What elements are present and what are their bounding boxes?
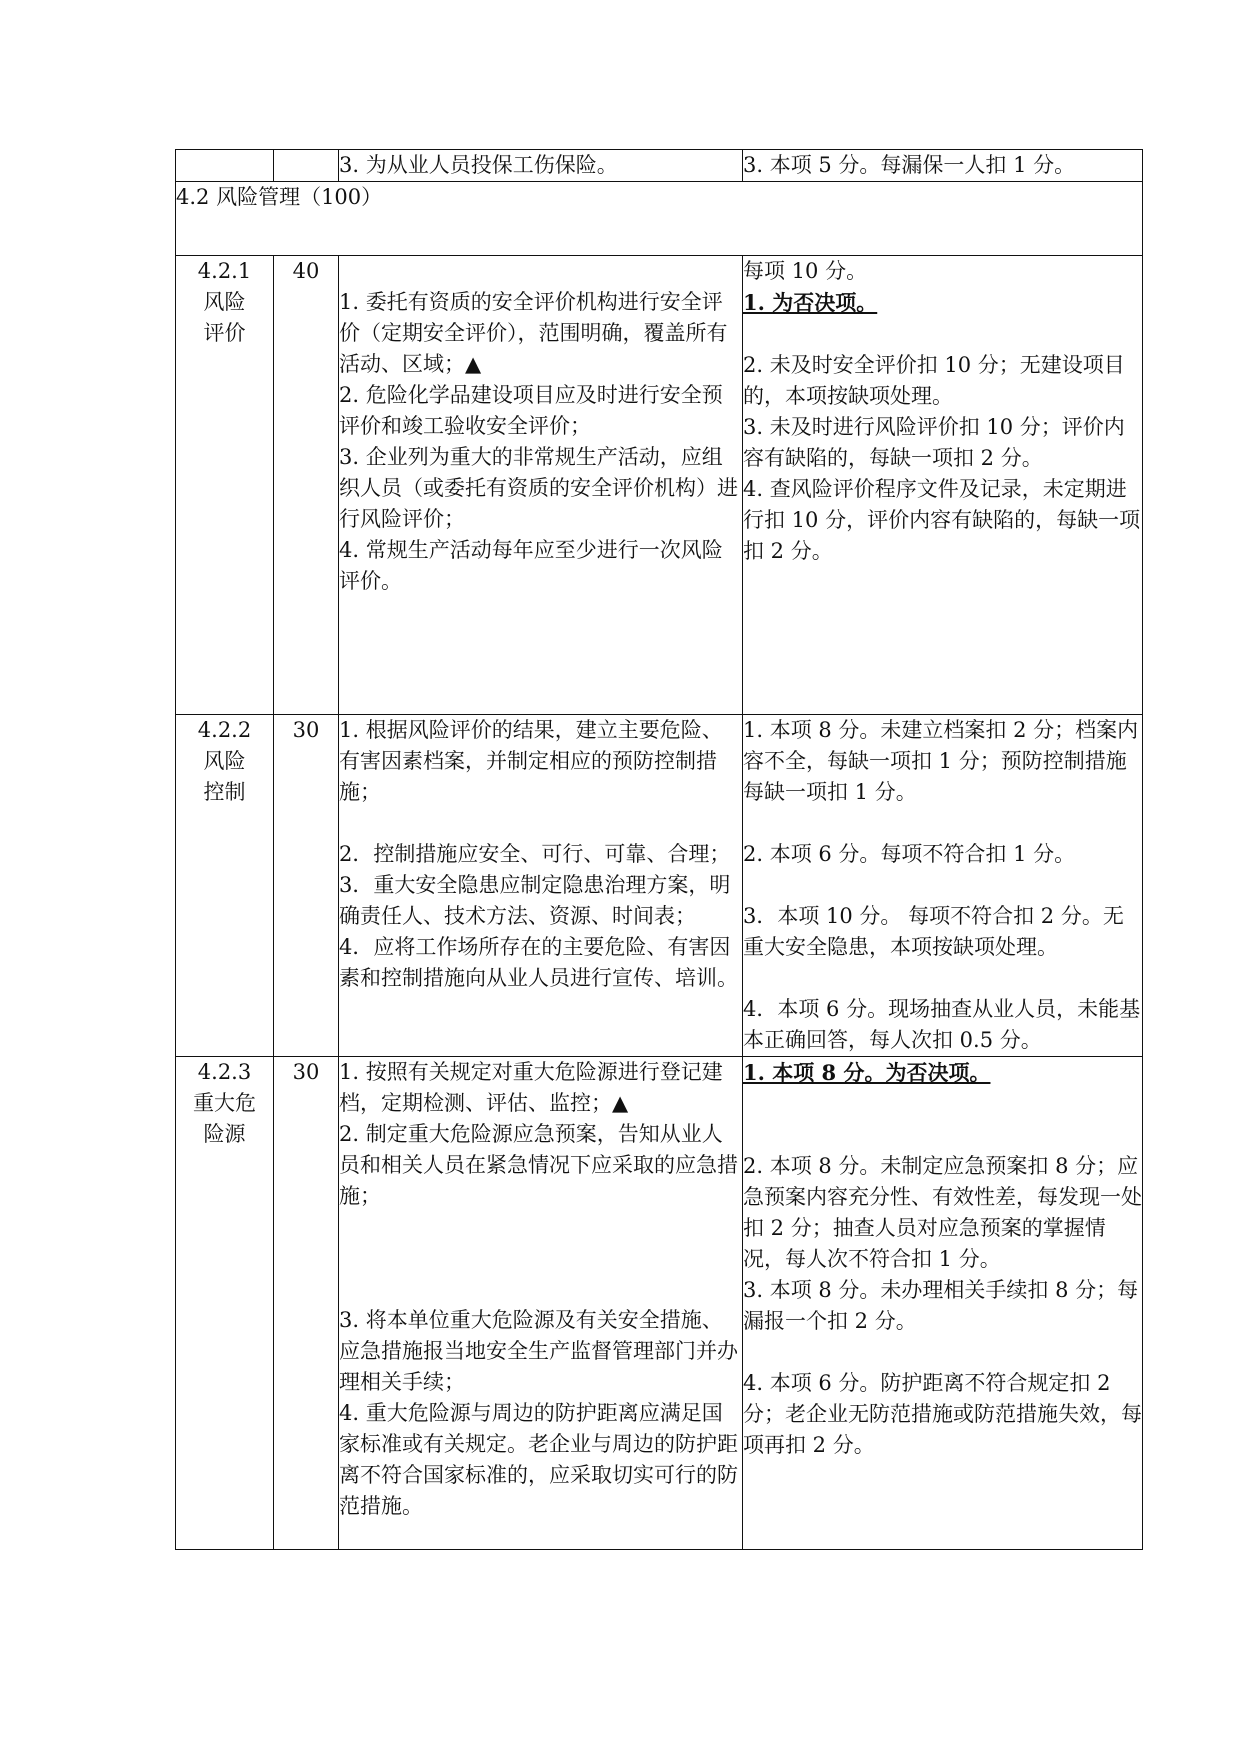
score-cell: 30 [274, 715, 339, 1057]
rule-tail: 2. 未及时安全评价扣 10 分；无建设项目的，本项按缺项处理。 3. 未及时进行风险评价扣 10 分；评价内容有缺陷的，每缺一项扣 2 分。 4. 查风险评价程序文件及记录，未定期进行扣 10 分，评价内容有缺陷的，每缺一项扣 2 分。 [743, 353, 1141, 563]
rule-cell [743, 150, 1143, 182]
score-cell: 40 [274, 256, 339, 715]
rule-cell [743, 1057, 1143, 1550]
table-row [176, 1057, 1143, 1550]
veto-item-label: 1. 本项 8 分。为否决项。 [743, 1060, 991, 1085]
rule-text: 1. 本项 8 分。未建立档案扣 2 分；档案内容不全，每缺一项扣 1 分；预防控制措施每缺一项扣 1 分。 2. 本项 6 分。每项不符合扣 1 分。 3．本项 10 分。 每项不符合扣 2 分。无重大安全隐患，本项按缺项处理。 4．本项 6 分。现场抽查从业人员，未能基本正确回答，每人次扣 0.5 分。 [743, 718, 1141, 1052]
rule-text: 3. 本项 5 分。每漏保一人扣 1 分。 [743, 153, 1076, 177]
rule-text [743, 256, 1142, 567]
item-code: 4.2.3 [197, 1060, 252, 1084]
item-name-line: 评价 [203, 321, 246, 345]
item-code: 4.2.1 [197, 259, 252, 283]
table-row [176, 715, 1143, 1057]
id-cell [176, 150, 274, 182]
table-row [176, 256, 1143, 715]
item-id-cell [176, 715, 274, 1057]
rule-cell [743, 715, 1143, 1057]
item-id-cell [176, 1057, 274, 1550]
assessment-table [175, 149, 1143, 1550]
score-cell: 30 [274, 1057, 339, 1550]
requirement-cell [339, 256, 743, 715]
rule-text [743, 1057, 1142, 1461]
item-name-line: 风险 [203, 749, 246, 773]
rule-head: 每项 10 分。 [743, 259, 868, 283]
item-name-line: 风险 [203, 290, 246, 314]
requirement-cell [339, 1057, 743, 1550]
requirement-text: 3. 为从业人员投保工伤保险。 [339, 153, 618, 177]
section-row [176, 182, 1143, 256]
table-row [176, 150, 1143, 182]
section-title: 4.2 风险管理（100） [176, 182, 1143, 256]
rule-tail: 2. 本项 8 分。未制定应急预案扣 8 分；应急预案内容充分性、有效性差，每发现一处扣 2 分；抽查人员对应急预案的掌握情况，每人次不符合扣 1 分。 3. 本项 8 分。未办理相关手续扣 8 分；每漏报一个扣 2 分。 4. 本项 6 分。防护距离不符合规定扣 2 分；老企业无防范措施或防范措施失效，每项再扣 2 分。 [743, 1154, 1142, 1457]
requirement-cell [339, 715, 743, 1057]
requirement-text: 1. 按照有关规定对重大危险源进行登记建档，定期检测、评估、监控；▲ 2. 制定重大危险源应急预案，告知从业人员和相关人员在紧急情况下应采取的应急措施； 3. 将本单位重大危险源及有关安全措施、应急措施报当地安全生产监督管理部门并办理相关手续； 4. 重大危险源与周边的防护距离应满足国家标准或有关规定。老企业与周边的防护距离不符合国家标准的，应采取切实可行的防范措施。 [339, 1060, 738, 1518]
item-name-line: 控制 [203, 780, 246, 804]
item-id-cell [176, 256, 274, 715]
requirement-text: 1. 委托有资质的安全评价机构进行安全评价（定期安全评价），范围明确，覆盖所有活动、区域；▲ 2. 危险化学品建设项目应及时进行安全预评价和竣工验收安全评价； 3. 企业列为重大的非常规生产活动，应组织人员（或委托有资质的安全评价机构）进行风险评价； 4. 常规生产活动每年应至少进行一次风险评价。 [339, 290, 738, 593]
item-name-line: 重大危 [193, 1091, 256, 1115]
requirement-text: 1. 根据风险评价的结果，建立主要危险、有害因素档案，并制定相应的预防控制措施； 2．控制措施应安全、可行、可靠、合理； 3．重大安全隐患应制定隐患治理方案，明确责任人、技术方法、资源、时间表； 4．应将工作场所存在的主要危险、有害因素和控制措施向从业人员进行宣传、培训。 [339, 718, 738, 990]
item-name-line: 险源 [203, 1122, 246, 1146]
rule-cell [743, 256, 1143, 715]
score-cell [274, 150, 339, 182]
item-code: 4.2.2 [197, 718, 252, 742]
veto-item-label: 1. 为否决项。 [743, 290, 878, 315]
requirement-cell [339, 150, 743, 182]
